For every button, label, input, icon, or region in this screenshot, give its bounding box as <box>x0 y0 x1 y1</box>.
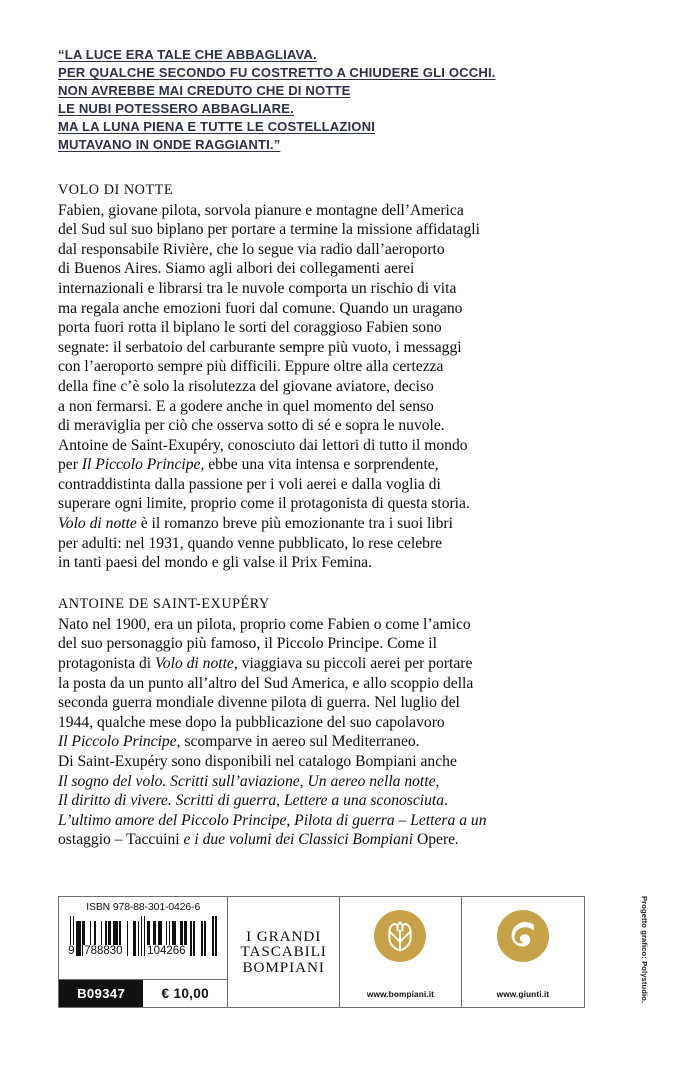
barcode-top <box>59 897 227 980</box>
text-line: con l’aeroporto sempre più difficili. Eppure oltre alla certezza <box>58 358 444 376</box>
text-line: Il sogno del volo. Scritti sull’aviazione, Un aereo nella notte, <box>58 772 440 790</box>
giunti-g-spiral-icon <box>504 917 542 955</box>
text-line: per adulti: nel 1931, quando venne pubblicato, lo rese celebre <box>58 534 443 552</box>
italic-title: Il sogno del volo. Scritti sull’aviazione <box>58 772 300 790</box>
text-line: di Buenos Aires. Siamo agli albori dei collegamenti aerei <box>58 260 415 278</box>
text-line: Nato nel 1900, era un pilota, proprio come Fabien o come l’amico <box>58 615 471 633</box>
sku-code: B09347 <box>59 980 143 1007</box>
text-line: a non fermarsi. E a godere anche in quel momento del senso <box>58 397 434 415</box>
publisher-logo-cell-bompiani <box>340 897 462 1007</box>
price-label: € 10,00 <box>143 980 227 1007</box>
text-line: in tanti paesi del mondo e gli valse il Prix Femina. <box>58 554 372 572</box>
footer-bar <box>58 896 585 1008</box>
text-line: segnate: il serbatoio del carburante sempre più vuoto, i messaggi <box>58 338 462 356</box>
section-body <box>58 201 642 573</box>
barcode-digit-leading: 9 <box>68 945 75 957</box>
giunti-logo-badge <box>497 910 549 962</box>
italic-title: Il Piccolo Principe <box>58 733 177 751</box>
text-line: seconda guerra mondiale divenne pilota di guerra. Nel luglio del <box>58 694 460 712</box>
section-body <box>58 615 642 850</box>
italic-title: Pilota di guerra – Lettera a un <box>294 811 487 829</box>
text-line: superare ogni limite, proprio come il protagonista di questa storia. <box>58 495 470 513</box>
quote-line: NON AVREBBE MAI CREDUTO CHE DI NOTTE <box>58 83 351 99</box>
series-cell <box>228 897 340 1007</box>
text-line: per Il Piccolo Principe, ebbe una vita intensa e sorprendente, <box>58 456 439 474</box>
text-line: internazionali e librarsi tra le nuvole comporta un rischio di vita <box>58 279 457 297</box>
bompiani-url[interactable]: www.bompiani.it <box>366 989 434 999</box>
design-credit: Progetto grafico: Polystudio. <box>640 896 649 1004</box>
text-line: del suo personaggio più famoso, il Piccolo Principe. Come il <box>58 635 437 653</box>
quote-line: MA LA LUNA PIENA E TUTTE LE COSTELLAZIONI <box>58 119 375 135</box>
text-line: Volo di notte è il romanzo breve più emozionante tra i suoi libri <box>58 515 453 533</box>
italic-title: Il diritto di vivere. Scritti di guerra <box>58 792 277 810</box>
text-line: contraddistinta dalla passione per i voli aerei e dalla voglia di <box>58 475 441 493</box>
barcode-cell <box>59 897 228 1007</box>
text-line: ma regala anche emozioni fuori dal comune. Quando un uragano <box>58 299 463 317</box>
italic-title: Volo di notte <box>58 515 137 533</box>
text-section <box>58 595 642 850</box>
text-line: porta fuori rotta il biplano le sorti del coraggioso Fabien sono <box>58 319 442 337</box>
italic-title: . <box>455 831 459 849</box>
italic-title: Volo di notte <box>155 655 234 673</box>
bompiani-shield-icon <box>383 919 417 953</box>
text-line: 1944, qualche mese dopo la pubblicazione del suo capolavoro <box>58 713 445 731</box>
text-line: della fine c’è solo la risolutezza del giovane aviatore, deciso <box>58 377 434 395</box>
text-line: L’ultimo amore del Piccolo Principe, Pilota di guerra – Lettera a un <box>58 811 487 829</box>
series-name <box>241 929 327 975</box>
text-line: Il Piccolo Principe, scomparve in aereo sul Mediterraneo. <box>58 733 420 751</box>
text-line: Fabien, giovane pilota, sorvola pianure e montagne dell’America <box>58 201 464 219</box>
quote-line: “LA LUCE ERA TALE CHE ABBAGLIAVA. <box>58 47 317 62</box>
text-line: dal responsabile Rivière, che lo segue via radio dall’aeroporto <box>58 240 445 258</box>
italic-title: e i due volumi dei Classici Bompiani <box>179 831 417 849</box>
quote-line: MUTAVANO IN ONDE RAGGIANTI.” <box>58 137 281 153</box>
section-title: VOLO DI NOTTE <box>58 181 174 198</box>
barcode-digits-right-group: 104266 <box>147 945 186 957</box>
series-line-1: I GRANDI <box>246 927 322 945</box>
italic-title: Un aereo nella notte <box>307 772 436 790</box>
italic-title: Il Piccolo Principe <box>81 456 201 474</box>
text-line: protagonista di Volo di notte, viaggiava su piccoli aerei per portare <box>58 655 473 673</box>
barcode-bottom <box>59 980 227 1007</box>
italic-title: Lettere a una sconosciuta <box>283 792 445 810</box>
pull-quote <box>58 46 642 155</box>
quote-line: LE NUBI POTESSERO ABBAGLIARE. <box>58 101 294 117</box>
bompiani-logo-badge <box>374 910 426 962</box>
barcode-digits-left-group: 788830 <box>84 945 123 957</box>
text-line: del Sud sul suo biplano per portare a termine la missione affidatagli <box>58 221 480 239</box>
quote-line: PER QUALCHE SECONDO FU COSTRETTO A CHIUDERE GLI OCCHI. <box>58 65 496 81</box>
text-line: di meraviglia per ciò che osserva sotto di sé e sopra le nuvole. <box>58 417 445 435</box>
italic-title: L’ultimo amore del Piccolo Principe <box>58 811 287 829</box>
isbn-label: ISBN 978-88-301-0426-6 <box>86 902 201 913</box>
text-line: la posta da un punto all’altro del Sud America, e allo scoppio della <box>58 674 474 692</box>
text-line: Di Saint-Exupéry sono disponibili nel catalogo Bompiani anche <box>58 753 457 770</box>
text-line: ostaggio – Taccuini e i due volumi dei Classici Bompiani Opere. <box>58 831 459 849</box>
text-section <box>58 181 642 573</box>
publisher-logo-cell-giunti <box>462 897 584 1007</box>
barcode-digits <box>67 945 219 958</box>
giunti-url[interactable]: www.giunti.it <box>496 989 550 999</box>
sections-container <box>58 181 642 850</box>
text-line: Il diritto di vivere. Scritti di guerra, Lettere a una sconosciuta. <box>58 792 448 810</box>
series-line-2: TASCABILI <box>240 943 327 961</box>
series-line-3: BOMPIANI <box>242 958 325 976</box>
section-title: ANTOINE DE SAINT-EXUPÉRY <box>58 595 270 612</box>
text-line: Antoine de Saint-Exupéry, conosciuto dai lettori di tutto il mondo <box>58 436 468 454</box>
